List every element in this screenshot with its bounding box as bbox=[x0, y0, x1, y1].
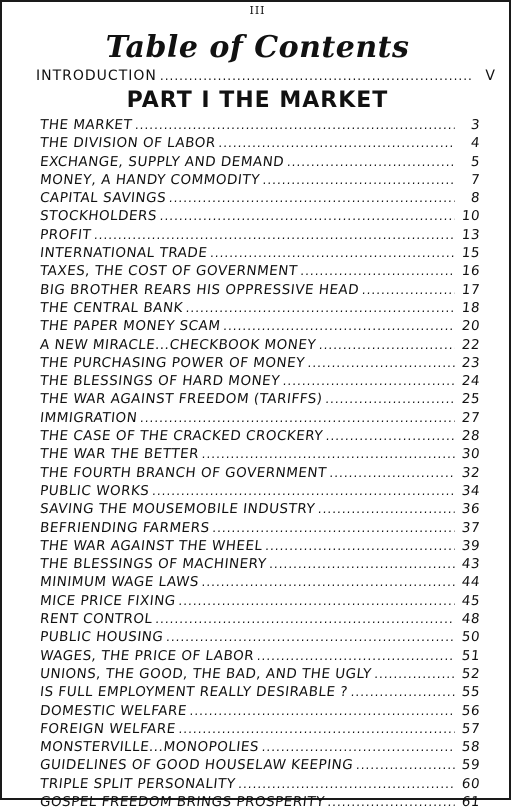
entry-label: UNIONS, THE GOOD, THE BAD, AND THE UGLY bbox=[39, 665, 373, 682]
dot-leader bbox=[307, 354, 456, 372]
entry-label: THE CENTRAL BANK bbox=[39, 299, 184, 316]
entry-page-number: 56 bbox=[460, 702, 481, 719]
entry-page-number: 51 bbox=[460, 647, 481, 664]
toc-entry bbox=[39, 207, 481, 225]
entry-label: MONSTERVILLE...MONOPOLIES bbox=[39, 739, 260, 756]
toc-entry bbox=[39, 317, 481, 335]
toc-entry bbox=[39, 299, 481, 317]
entry-label: THE BLESSINGS OF MACHINERY bbox=[39, 556, 268, 573]
entry-page-number: 43 bbox=[460, 556, 481, 573]
entry-label: SAVING THE MOUSEMOBILE INDUSTRY bbox=[39, 501, 316, 518]
toc-entry bbox=[39, 116, 481, 134]
entry-label: TRIPLE SPLIT PERSONALITY bbox=[39, 775, 237, 792]
entry-page-number: 22 bbox=[460, 336, 481, 353]
dot-leader bbox=[261, 738, 456, 756]
toc-entry bbox=[39, 427, 481, 445]
toc-entry bbox=[39, 226, 481, 244]
entry-label: WAGES, THE PRICE OF LABOR bbox=[39, 647, 255, 664]
entry-page-number: 10 bbox=[460, 208, 481, 225]
entry-page-number: 32 bbox=[460, 464, 481, 481]
entry-label: THE PAPER MONEY SCAM bbox=[39, 318, 222, 335]
entry-label: THE FOURTH BRANCH OF GOVERNMENT bbox=[39, 464, 328, 481]
toc-entry bbox=[39, 464, 481, 482]
entry-label: INTERNATIONAL TRADE bbox=[39, 245, 209, 262]
toc-entry bbox=[39, 573, 481, 591]
dot-leader bbox=[355, 756, 456, 774]
dot-leader bbox=[264, 537, 456, 555]
entry-label: FOREIGN WELFARE bbox=[39, 720, 177, 737]
dot-leader bbox=[268, 555, 456, 573]
dot-leader bbox=[318, 336, 456, 354]
dot-leader bbox=[139, 409, 456, 427]
dot-leader bbox=[282, 372, 456, 390]
entry-page-number: 57 bbox=[460, 720, 481, 737]
entry-page-number: V bbox=[485, 68, 496, 84]
entry-page-number: 4 bbox=[470, 135, 481, 152]
toc-entry bbox=[39, 610, 481, 628]
dot-leader bbox=[178, 720, 456, 738]
toc-entry bbox=[39, 775, 481, 793]
toc-entry bbox=[39, 537, 481, 555]
dot-leader bbox=[256, 647, 456, 665]
dot-leader bbox=[151, 482, 456, 500]
toc-entry bbox=[39, 409, 481, 427]
dot-leader bbox=[168, 189, 456, 207]
dot-leader bbox=[374, 665, 456, 683]
entry-page-number: 8 bbox=[470, 190, 481, 207]
entry-label: BIG BROTHER REARS HIS OPPRESSIVE HEAD bbox=[39, 281, 360, 298]
entry-label: IMMIGRATION bbox=[39, 409, 139, 426]
entry-label: THE WAR AGAINST THE WHEEL bbox=[39, 537, 264, 554]
entry-page-number: 59 bbox=[460, 757, 481, 774]
entry-label: PUBLIC WORKS bbox=[39, 482, 151, 499]
page-title: Table of Contents bbox=[105, 30, 410, 65]
dot-leader bbox=[262, 171, 456, 189]
entry-page-number: 5 bbox=[470, 153, 481, 170]
toc-entry-introduction bbox=[36, 68, 496, 86]
toc-entry bbox=[39, 372, 481, 390]
entry-label: MICE PRICE FIXING bbox=[39, 592, 177, 609]
entry-label: DOMESTIC WELFARE bbox=[39, 702, 188, 719]
entry-page-number: 17 bbox=[460, 281, 481, 298]
dot-leader bbox=[160, 69, 471, 83]
dot-leader bbox=[189, 702, 456, 720]
toc-entry bbox=[39, 702, 481, 720]
dot-leader bbox=[201, 445, 456, 463]
toc-entry bbox=[39, 336, 481, 354]
entry-page-number: 34 bbox=[460, 482, 481, 499]
dot-leader bbox=[350, 683, 456, 701]
dot-leader bbox=[286, 153, 456, 171]
entry-label: INTRODUCTION bbox=[36, 68, 157, 84]
entry-label: THE WAR THE BETTER bbox=[39, 446, 200, 463]
entry-page-number: 3 bbox=[470, 117, 481, 133]
dot-leader bbox=[300, 262, 456, 280]
entry-label: MONEY, A HANDY COMMODITY bbox=[39, 171, 261, 188]
toc-entry bbox=[39, 281, 481, 299]
entry-page-number: 23 bbox=[460, 354, 481, 371]
dot-leader bbox=[185, 299, 456, 317]
toc-entry bbox=[39, 153, 481, 171]
toc-entry-list bbox=[40, 116, 480, 811]
entry-page-number: 50 bbox=[460, 629, 481, 646]
dot-leader bbox=[178, 592, 456, 610]
entry-label: THE DIVISION OF LABOR bbox=[39, 135, 217, 152]
dot-leader bbox=[317, 500, 456, 518]
toc-entry bbox=[39, 665, 481, 683]
entry-page-number: 27 bbox=[460, 409, 481, 426]
dot-leader bbox=[159, 207, 456, 225]
dot-leader bbox=[329, 464, 456, 482]
entry-page-number: 61 bbox=[460, 793, 481, 810]
entry-label: PROFIT bbox=[39, 226, 92, 243]
entry-page-number: 13 bbox=[460, 226, 481, 243]
entry-label: IS FULL EMPLOYMENT REALLY DESIRABLE ? bbox=[39, 684, 349, 701]
entry-label: BEFRIENDING FARMERS bbox=[39, 519, 211, 536]
dot-leader bbox=[327, 793, 456, 811]
dot-leader bbox=[325, 427, 456, 445]
entry-label: MINIMUM WAGE LAWS bbox=[39, 574, 200, 591]
entry-label: THE PURCHASING POWER OF MONEY bbox=[39, 354, 306, 371]
toc-entry bbox=[39, 390, 481, 408]
toc-entry bbox=[39, 592, 481, 610]
dot-leader bbox=[201, 573, 456, 591]
dot-leader bbox=[165, 628, 456, 646]
dot-leader bbox=[325, 390, 456, 408]
entry-label: RENT CONTROL bbox=[39, 611, 154, 628]
dot-leader bbox=[155, 610, 456, 628]
entry-page-number: 28 bbox=[460, 428, 481, 445]
entry-label: THE CASE OF THE CRACKED CROCKERY bbox=[39, 428, 324, 445]
entry-page-number: 58 bbox=[460, 739, 481, 756]
page-number: III bbox=[249, 4, 266, 17]
toc-entry bbox=[39, 738, 481, 756]
part-heading: PART I THE MARKET bbox=[126, 88, 389, 113]
entry-label: CAPITAL SAVINGS bbox=[39, 190, 167, 207]
entry-label: PUBLIC HOUSING bbox=[39, 629, 165, 646]
toc-entry bbox=[39, 555, 481, 573]
toc-entry bbox=[39, 756, 481, 774]
entry-label: A NEW MIRACLE...CHECKBOOK MONEY bbox=[39, 336, 317, 353]
toc-entry bbox=[39, 354, 481, 372]
toc-entry bbox=[39, 244, 481, 262]
dot-leader bbox=[93, 226, 456, 244]
entry-label: THE WAR AGAINST FREEDOM (TARIFFS) bbox=[39, 391, 324, 408]
entry-page-number: 48 bbox=[460, 611, 481, 628]
entry-page-number: 18 bbox=[460, 299, 481, 316]
entry-page-number: 52 bbox=[460, 665, 481, 682]
entry-page-number: 37 bbox=[460, 519, 481, 536]
dot-leader bbox=[212, 519, 456, 537]
toc-entry bbox=[39, 793, 481, 811]
entry-page-number: 20 bbox=[460, 318, 481, 335]
toc-entry bbox=[39, 482, 481, 500]
dot-leader bbox=[237, 775, 456, 793]
dot-leader bbox=[134, 116, 456, 134]
toc-entry bbox=[39, 171, 481, 189]
entry-page-number: 25 bbox=[460, 391, 481, 408]
entry-label: GOSPEL FREEDOM BRINGS PROSPERITY bbox=[39, 793, 326, 810]
entry-page-number: 7 bbox=[470, 171, 481, 188]
dot-leader bbox=[361, 281, 456, 299]
toc-entry bbox=[39, 628, 481, 646]
toc-entry bbox=[39, 500, 481, 518]
toc-entry bbox=[39, 519, 481, 537]
entry-label: GUIDELINES OF GOOD HOUSELAW KEEPING bbox=[39, 757, 355, 774]
entry-label: EXCHANGE, SUPPLY AND DEMAND bbox=[39, 153, 285, 170]
dot-leader bbox=[209, 244, 456, 262]
toc-entry bbox=[39, 683, 481, 701]
entry-page-number: 30 bbox=[460, 446, 481, 463]
entry-page-number: 24 bbox=[460, 373, 481, 390]
entry-page-number: 45 bbox=[460, 592, 481, 609]
entry-page-number: 60 bbox=[460, 775, 481, 792]
toc-entry bbox=[39, 647, 481, 665]
entry-label: THE MARKET bbox=[39, 117, 133, 133]
entry-label: THE BLESSINGS OF HARD MONEY bbox=[39, 373, 281, 390]
dot-leader bbox=[218, 134, 456, 152]
entry-page-number: 36 bbox=[460, 501, 481, 518]
entry-page-number: 15 bbox=[460, 245, 481, 262]
entry-label: STOCKHOLDERS bbox=[39, 208, 158, 225]
entry-label: TAXES, THE COST OF GOVERNMENT bbox=[39, 263, 299, 280]
entry-page-number: 55 bbox=[460, 684, 481, 701]
entry-page-number: 44 bbox=[460, 574, 481, 591]
toc-entry bbox=[39, 134, 481, 152]
toc-entry bbox=[39, 262, 481, 280]
toc-entry bbox=[39, 445, 481, 463]
entry-page-number: 16 bbox=[460, 263, 481, 280]
toc-entry bbox=[39, 189, 481, 207]
entry-page-number: 39 bbox=[460, 537, 481, 554]
toc-entry bbox=[39, 720, 481, 738]
dot-leader bbox=[222, 317, 456, 335]
